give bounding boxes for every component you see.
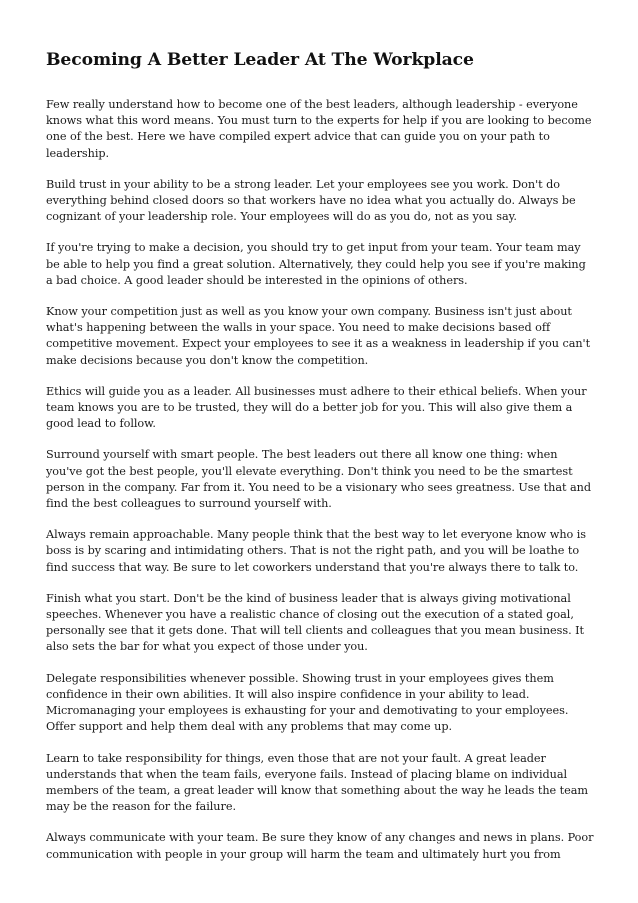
paragraph-competition: Know your competition just as well as you know your own company. Business isn't just about what's happening between the walls in your space. You need to make decisions based off competitive movement. Expect your employees to see it as a weakness in leadership if you can't make decisions because you don't know the competition. (46, 305, 591, 367)
paragraph-communicate: Always communicate with your team. Be sure they know of any changes and news in plans. Poor communication with people in your group will harm the team and ultimately hurt you from (46, 831, 594, 861)
document-page (46, 48, 595, 878)
paragraph-decision-input: If you're trying to make a decision, you should try to get input from your team. Your team may be able to help you find a great solution. Alternatively, they could help you see if you're making a bad choice. A good leader should be interested in the opinions of others. (46, 241, 586, 287)
document-title: Becoming A Better Leader At The Workplace (46, 50, 474, 70)
paragraph-smart-people: Surround yourself with smart people. The best leaders out there all know one thing: when you've got the best people, you'll elevate everything. Don't think you need to be the smartest person in the company. Far from it. You need to be a visionary who sees greatness. Use that and find the best colleagues to surround yourself with. (46, 448, 591, 511)
paragraph-finish: Finish what you start. Don't be the kind of business leader that is always giving motivational speeches. Whenever you have a realistic chance of closing out the execution of a stated goal, personally see that it gets done. That will tell clients and colleagues that you mean business. It also sets the bar for what you expect of those under you. (46, 591, 585, 654)
paragraph-ethics: Ethics will guide you as a leader. All businesses must adhere to their ethical beliefs. When your team knows you are to be trusted, they will do a better job for you. This will also give them a good lead to follow. (46, 384, 587, 431)
paragraph-approachable: Always remain approachable. Many people think that the best way to let everyone know who is boss is by scaring and intimidating others. That is not the right path, and you will be loathe to find success that way. Be sure to let coworkers understand that you're always there to talk to. (46, 528, 587, 574)
paragraph-responsibility: Learn to take responsibility for things, even those that are not your fault. A great leader understands that when the team fails, everyone fails. Instead of placing blame on individual members of the team, a great leader will know that something about the way he leads the team may be the reason for the failure. (46, 751, 589, 814)
paragraph-intro: Few really understand how to become one of the best leaders, although leadership - everyone knows what this word means. You must turn to the experts for help if you are looking to become one of the best. Here we have compiled expert advice that can guide you on your path to leadership. (46, 98, 592, 160)
paragraph-build-trust: Build trust in your ability to be a strong leader. Let your employees see you work. Don't do everything behind closed doors so that workers have no idea what you actually do. Always be cognizant of your leadership role. Your employees will do as you do, not as you say. (46, 177, 576, 224)
paragraph-delegate: Delegate responsibilities whenever possible. Showing trust in your employees gives them confidence in their own abilities. It will also inspire confidence in your ability to lead. Micromanaging your employees is exhausting for your and demotivating to your employees. Offer support and help them deal with any problems that may come up. (46, 671, 569, 734)
